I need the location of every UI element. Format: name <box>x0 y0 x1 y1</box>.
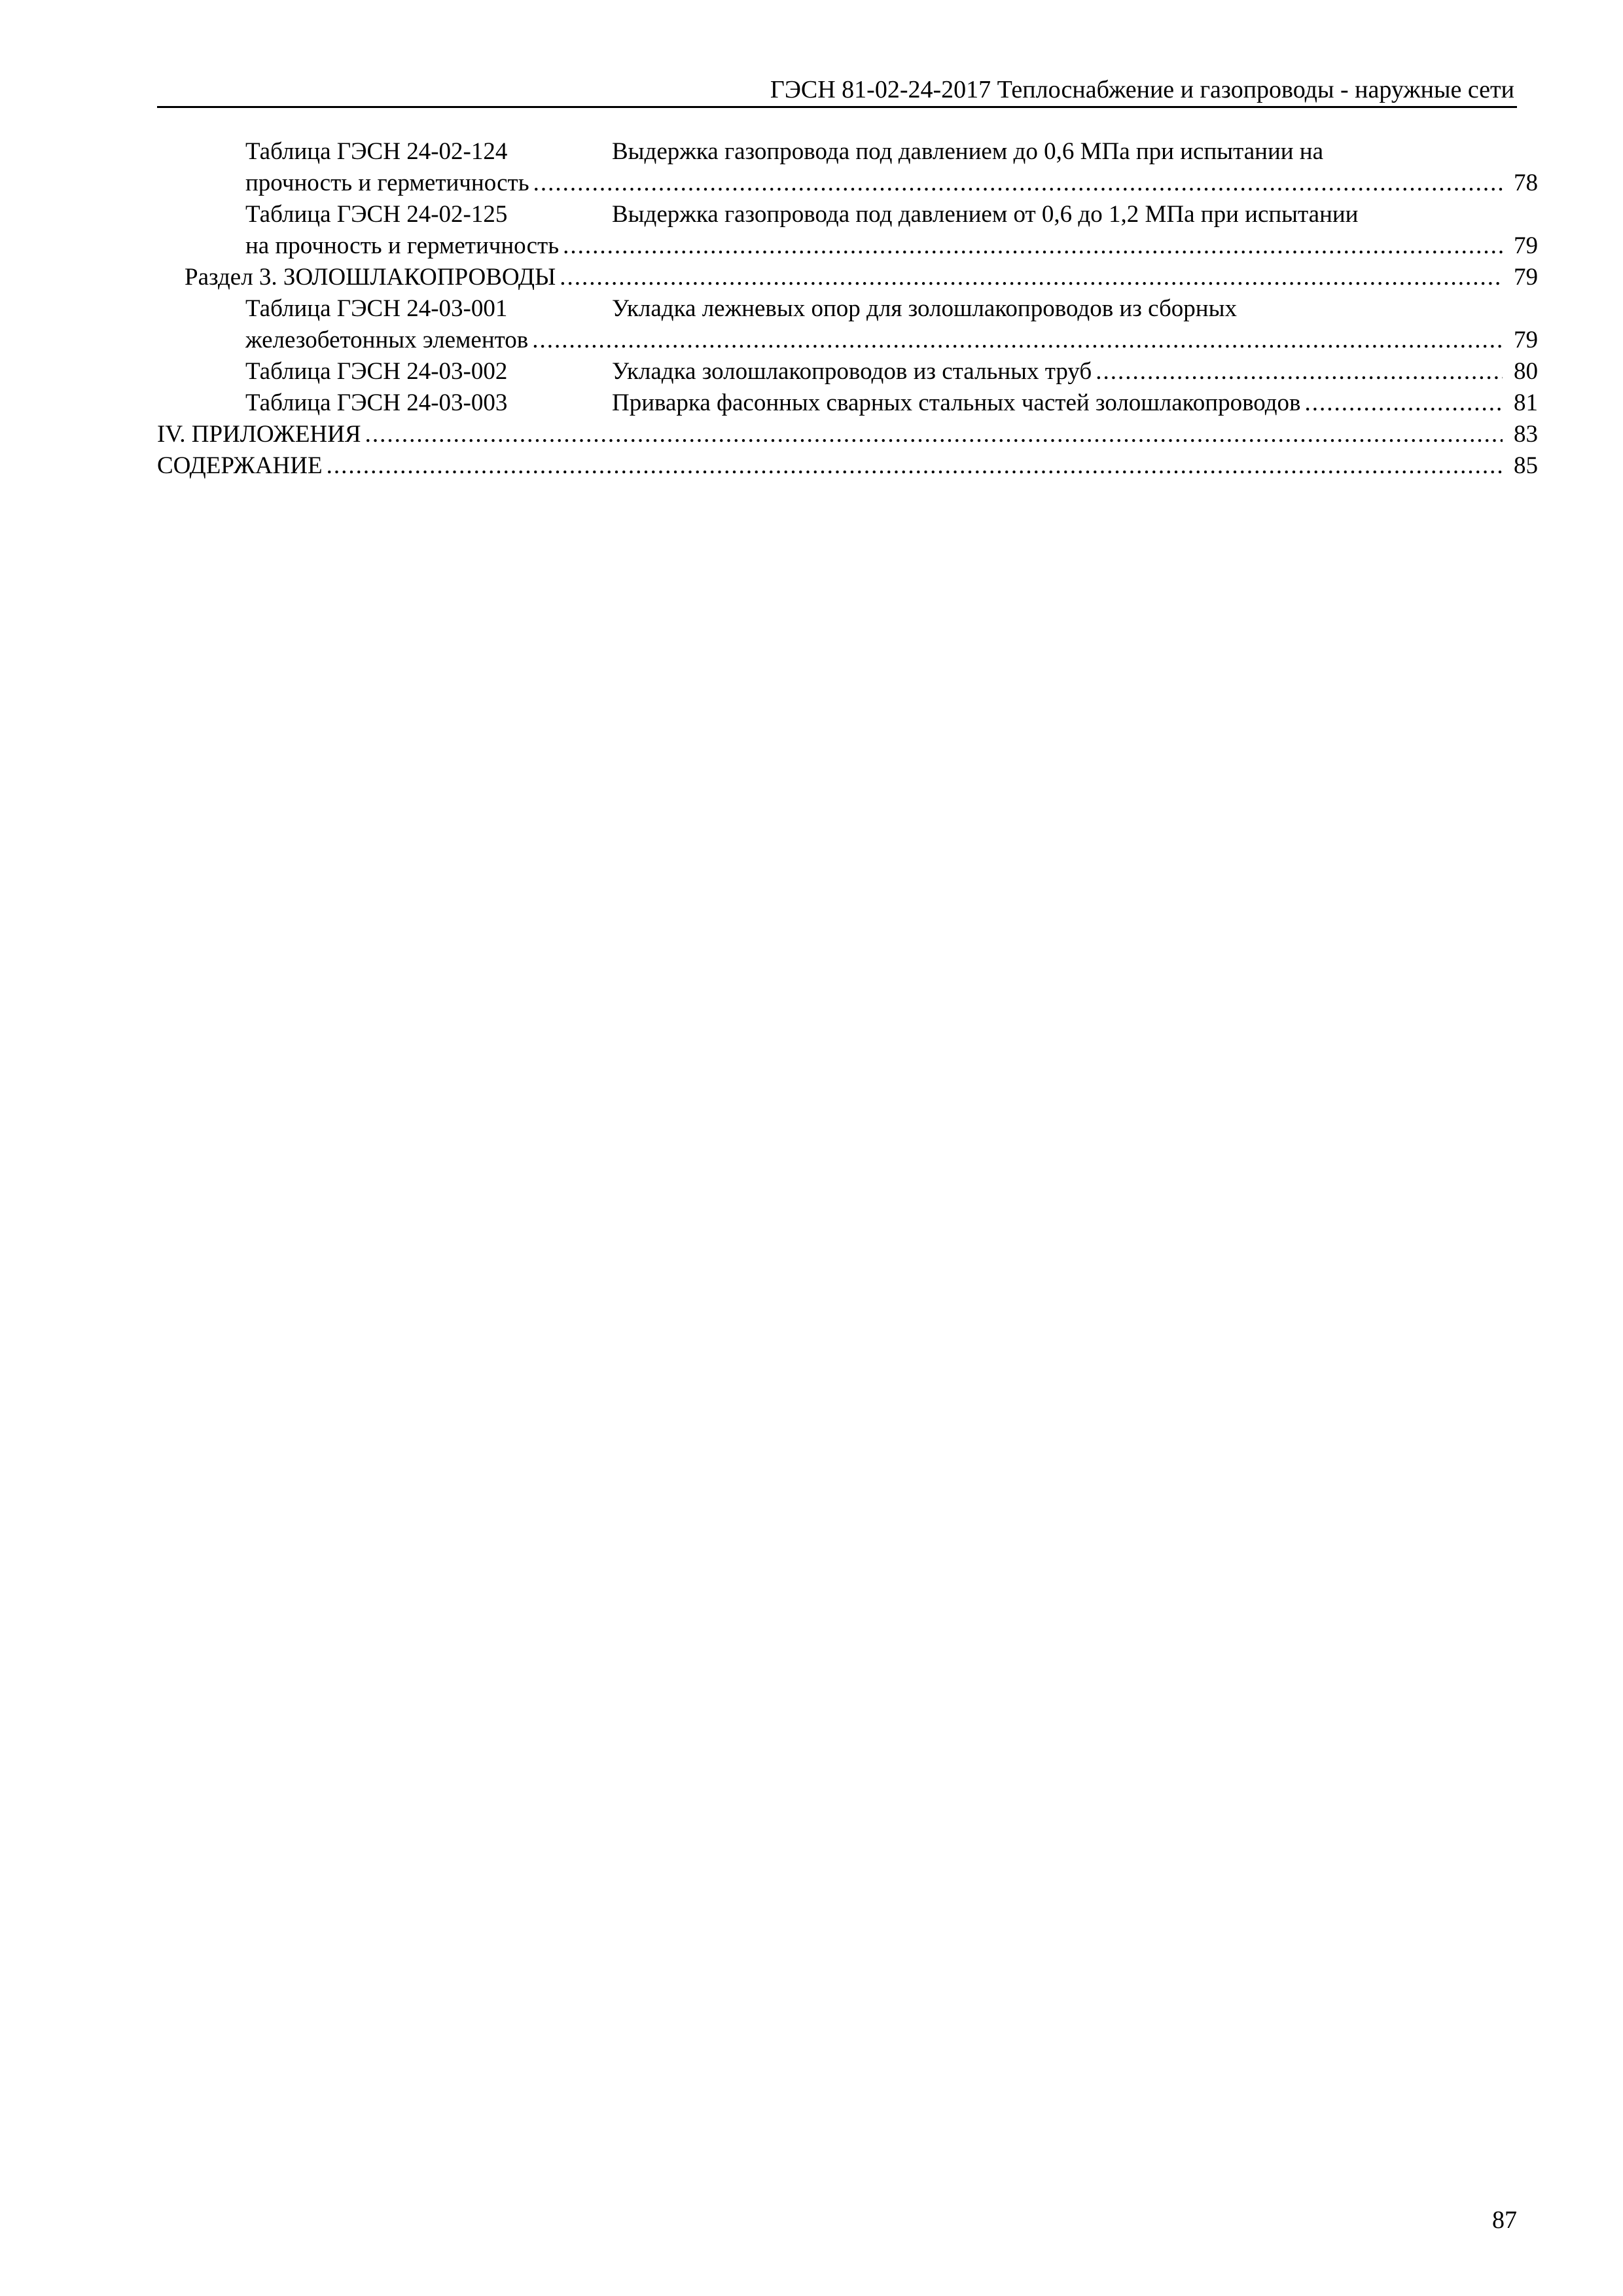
toc-page-number: 78 <box>1514 170 1538 196</box>
toc-entry-24-03-003[interactable] <box>157 387 1538 419</box>
dot-leader <box>563 230 1503 262</box>
toc-entry-24-02-124-line2[interactable] <box>157 168 1538 199</box>
toc-entry-title-cont: на прочность и герметичность <box>245 232 560 259</box>
toc-entry-label: Таблица ГЭСН 24-03-002 <box>245 358 508 385</box>
toc-entry-label: Таблица ГЭСН 24-02-125 <box>245 201 508 228</box>
toc-entry-section-3[interactable] <box>157 262 1538 293</box>
page-number: 87 <box>1492 2206 1517 2234</box>
toc-entry-title: Выдержка газопровода под давлением до 0,6 МПа при испытании на <box>612 138 1324 165</box>
dot-leader <box>533 168 1503 199</box>
toc-page-number: 79 <box>1514 232 1538 259</box>
dot-leader <box>327 450 1503 482</box>
toc-page-number: 79 <box>1514 264 1538 291</box>
dot-leader <box>365 419 1503 450</box>
toc-entry-title: Укладка золошлакопроводов из стальных труб <box>612 358 1092 385</box>
toc-entry-contents[interactable] <box>157 450 1538 482</box>
running-header <box>157 73 1517 108</box>
toc-entry-title-cont: прочность и герметичность <box>245 170 529 196</box>
dot-leader <box>560 262 1503 293</box>
dot-leader <box>1305 387 1503 419</box>
table-of-contents <box>157 136 1538 482</box>
toc-entry-24-03-001-line2[interactable] <box>157 325 1538 356</box>
toc-entry-title: Выдержка газопровода под давлением от 0,6 до 1,2 МПа при испытании <box>612 201 1359 228</box>
toc-entry-title: Укладка лежневых опор для золошлакопроводов из сборных <box>612 295 1237 322</box>
dot-leader <box>532 325 1503 356</box>
toc-page-number: 83 <box>1514 421 1538 448</box>
toc-entry-title: Приварка фасонных сварных стальных частей золошлакопроводов <box>612 389 1301 416</box>
toc-section-title: СОДЕРЖАНИЕ <box>157 452 323 479</box>
toc-entry-24-02-125-line2[interactable] <box>157 230 1538 262</box>
toc-entry-24-02-125-line1[interactable] <box>157 199 1538 230</box>
toc-entry-label: Таблица ГЭСН 24-02-124 <box>245 138 508 165</box>
toc-page-number: 79 <box>1514 327 1538 353</box>
toc-section-title: Раздел 3. ЗОЛОШЛАКОПРОВОДЫ <box>185 264 556 291</box>
toc-entry-24-03-001-line1[interactable] <box>157 293 1538 325</box>
toc-page-number: 85 <box>1514 452 1538 479</box>
toc-page-number: 80 <box>1514 358 1538 385</box>
toc-section-title: IV. ПРИЛОЖЕНИЯ <box>157 421 361 448</box>
toc-entry-label: Таблица ГЭСН 24-03-003 <box>245 389 508 416</box>
dot-leader <box>1096 356 1503 387</box>
header-title: ГЭСН 81-02-24-2017 Теплоснабжение и газопроводы - наружные сети <box>770 76 1514 103</box>
toc-entry-label: Таблица ГЭСН 24-03-001 <box>245 295 508 322</box>
toc-page-number: 81 <box>1514 389 1538 416</box>
toc-entry-24-03-002[interactable] <box>157 356 1538 387</box>
toc-entry-title-cont: железобетонных элементов <box>245 327 529 353</box>
toc-entry-24-02-124-line1[interactable] <box>157 136 1538 168</box>
toc-entry-appendices[interactable] <box>157 419 1538 450</box>
